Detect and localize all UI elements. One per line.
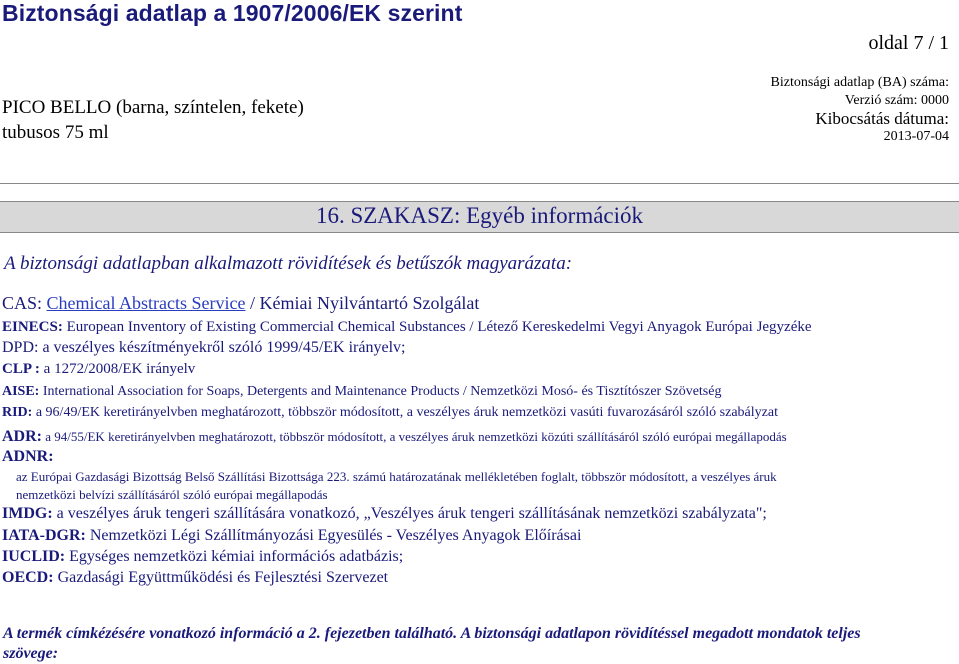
abbr-term: RID: bbox=[2, 405, 33, 420]
abbr-term: CLP : bbox=[2, 361, 40, 377]
version-label: Verzió szám: 0000 bbox=[844, 93, 949, 108]
abbr-term: AISE: bbox=[2, 384, 40, 399]
abbr-imdg bbox=[2, 505, 767, 523]
abbr-text: a 96/49/EK keretirányelvben meghatározott, többször módosított, a veszélyes áruk nemzetközi vasúti fuvarozásáról szóló szabályzat bbox=[32, 405, 778, 420]
abbr-text: a 94/55/EK keretirányelvben meghatározott, többször módosított, a veszélyes áruk nemzetközi közúti szállításáról szóló európai megállapodás bbox=[42, 429, 787, 444]
abbr-clp bbox=[2, 361, 195, 378]
cas-link[interactable]: Chemical Abstracts Service bbox=[46, 293, 246, 313]
abbr-aise bbox=[2, 384, 721, 400]
page-number: oldal 7 / 1 bbox=[868, 32, 949, 54]
abbr-adr bbox=[2, 428, 787, 446]
abbr-term: OECD: bbox=[2, 569, 54, 586]
abbr-term: CAS: bbox=[2, 293, 43, 313]
abbr-dpd bbox=[2, 339, 405, 357]
abbr-cas bbox=[2, 293, 479, 314]
abbr-text: European Inventory of Existing Commercial Chemical Substances / Létező Kereskedelmi Vegyi Anyagok Európai Jegyzéke bbox=[62, 319, 812, 335]
abbr-term: ADNR: bbox=[2, 448, 54, 465]
abbr-text: Egységes nemzetközi kémiai információs adatbázis; bbox=[65, 548, 404, 565]
abbr-iata-dgr bbox=[2, 527, 581, 545]
sds-number-label: Biztonsági adatlap (BA) száma: bbox=[770, 75, 949, 90]
abbr-text: a veszélyes készítményekről szóló 1999/45/EK irányelv; bbox=[38, 339, 406, 356]
section-title: 16. SZAKASZ: Egyéb információk bbox=[315, 203, 644, 228]
abbr-adnr-text2: nemzetközi belvízi szállításáról szóló európai megállapodás bbox=[16, 487, 328, 502]
section-subheading: A biztonsági adatlapban alkalmazott rövidítések és betűszók magyarázata: bbox=[4, 253, 573, 274]
abbr-term: ADR: bbox=[2, 428, 42, 445]
abbr-adnr bbox=[2, 448, 54, 466]
abbr-term: IMDG: bbox=[2, 505, 53, 522]
product-name-line2: tubusos 75 ml bbox=[2, 122, 109, 143]
abbr-einecs bbox=[2, 319, 812, 336]
abbr-oecd bbox=[2, 569, 388, 587]
abbr-term: IUCLID: bbox=[2, 548, 66, 565]
abbr-text: Nemzetközi Légi Szállítmányozási Egyesülés - Veszélyes Anyagok Előírásai bbox=[85, 527, 582, 544]
product-name bbox=[2, 95, 304, 145]
abbr-term: EINECS: bbox=[2, 319, 63, 335]
document-title: Biztonsági adatlap a 1907/2006/EK szerint bbox=[2, 0, 463, 26]
abbr-text: Gazdasági Együttműködési és Fejlesztési Szervezet bbox=[53, 569, 389, 586]
abbr-term: IATA-DGR: bbox=[2, 527, 86, 544]
header-divider bbox=[0, 183, 959, 184]
issue-date: 2013-07-04 bbox=[883, 129, 949, 144]
abbr-rid bbox=[2, 405, 778, 421]
abbr-text: a veszélyes áruk tengeri szállítására vonatkozó, „Veszélyes áruk tengeri szállításának nemzetközi szabályzata"; bbox=[52, 505, 767, 522]
abbr-term: DPD: bbox=[2, 339, 39, 356]
document-meta bbox=[771, 74, 949, 146]
abbr-iuclid bbox=[2, 548, 403, 566]
abbr-adnr-text1: az Európai Gazdasági Bizottság Belső Szállítási Bizottsága 223. számú határozatának mellékletében foglalt, többször módosított, a veszélyes áruk bbox=[16, 469, 777, 484]
abbr-text: International Association for Soaps, Detergents and Maintenance Products / Nemzetközi Mosó- és Tisztítószer Szövetség bbox=[39, 384, 722, 399]
abbr-text: a 1272/2008/EK irányelv bbox=[39, 361, 196, 377]
product-name-line1: PICO BELLO (barna, színtelen, fekete) bbox=[2, 97, 304, 118]
abbr-text: / Kémiai Nyilvántartó Szolgálat bbox=[245, 293, 480, 313]
issue-date-label: Kibocsátás dátuma: bbox=[815, 109, 949, 128]
footer-note: A termék címkézésére vonatkozó információ a 2. fejezetben található. A biztonsági adatlapon rövidítéssel megadott mondatok teljes szövege: bbox=[3, 625, 861, 662]
